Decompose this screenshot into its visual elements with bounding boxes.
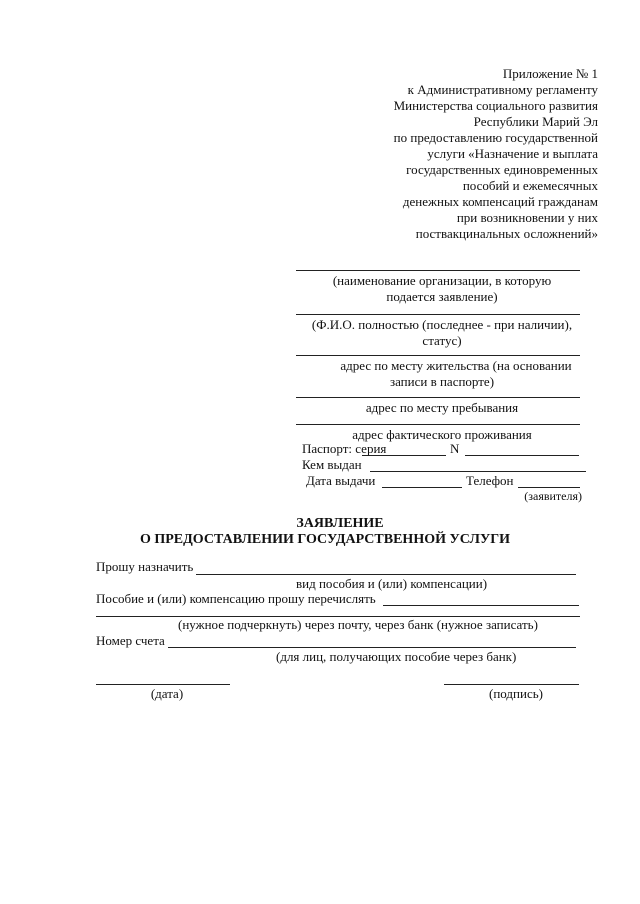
account-label: Номер счета [96,633,165,648]
appendix-line: при возникновении у них [456,210,598,225]
request-line [196,574,576,575]
appendix-line: пособий и ежемесячных [462,178,598,193]
fio-line [296,314,580,315]
transfer-line [383,605,579,606]
document-title: ЗАЯВЛЕНИЕ [296,516,384,531]
request-caption: вид пособия и (или) компенсации) [296,576,488,591]
date-caption: (дата) [150,686,184,701]
actual-caption: адрес фактического проживания [352,427,532,442]
appendix-line: по предоставлению государственной [393,130,598,145]
transfer-caption: (нужное подчеркнуть) через почту, через банк (нужное записать) [178,617,538,632]
fio-caption-line1: (Ф.И.О. полностью (последнее - при наличии), [311,317,573,332]
appendix-line: услуги «Назначение и выплата [427,146,598,161]
actual-line [296,424,580,425]
signature-caption: (подпись) [489,686,543,701]
issue-date-line [382,487,462,488]
org-caption-line2: подается заявление) [386,289,498,304]
transfer-label: Пособие и (или) компенсацию прошу перечислять [96,591,376,606]
residence-caption-line1: адрес по месту жительства (на основании [340,358,572,373]
appendix-line: государственных единовременных [406,162,598,177]
appendix-line: Приложение № 1 [502,66,598,81]
date-line [96,684,230,685]
appendix-line: Республики Марий Эл [473,114,598,129]
account-line [168,647,576,648]
request-label: Прошу назначить [96,559,194,574]
appendix-line: Министерства социального развития [393,98,598,113]
issued-by-line [370,471,586,472]
fio-caption-line2: статус) [422,333,462,348]
stay-line [296,397,580,398]
appendix-line: поствакцинальных осложнений» [415,226,598,241]
passport-number-label: N [450,441,460,456]
org-name-line [296,270,580,271]
phone-line [518,487,580,488]
passport-series-line [362,455,446,456]
residence-line [296,355,580,356]
appendix-line: к Административному регламенту [407,82,598,97]
issue-date-label: Дата выдачи [306,473,376,488]
account-caption: (для лиц, получающих пособие через банк) [276,649,517,664]
residence-caption-line2: записи в паспорте) [389,374,495,389]
passport-series-label: Паспорт: серия [302,441,387,456]
appendix-line: денежных компенсаций гражданам [402,194,598,209]
signature-line [444,684,579,685]
document-subtitle: О ПРЕДОСТАВЛЕНИИ ГОСУДАРСТВЕННОЙ УСЛУГИ [139,532,511,547]
issued-by-label: Кем выдан [302,457,362,472]
org-caption-line1: (наименование организации, в которую [332,273,552,288]
applicant-caption: (заявителя) [524,489,582,503]
phone-label: Телефон [466,473,514,488]
stay-caption: адрес по месту пребывания [365,400,519,415]
passport-number-line [465,455,579,456]
